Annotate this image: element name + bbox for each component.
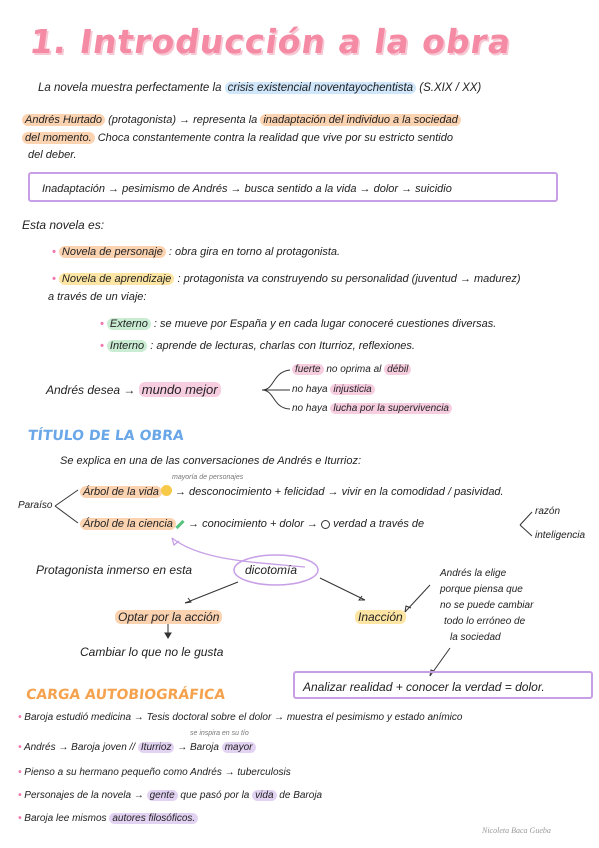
signature: Nicoleta Baca Gueba	[482, 826, 551, 835]
novela-aprendizaje-text-2: a través de un viaje:	[48, 291, 147, 303]
bullet-icon: •	[52, 246, 56, 258]
intro-highlight: crisis existencial noventayochentista	[225, 82, 416, 94]
novela-aprendizaje-item	[52, 273, 520, 285]
desea-opt1-hl: débil	[384, 364, 411, 375]
mayoria-note: mayoría de personajes	[172, 474, 244, 481]
andres-line-2	[22, 132, 453, 144]
desea-opt3-hl: lucha por la supervivencia	[330, 403, 452, 414]
carga-2-hl2: mayor	[222, 742, 256, 753]
carga-4-a: Personajes de la novela →	[24, 790, 144, 801]
pen-icon	[175, 519, 184, 528]
bullet-icon: •	[18, 767, 22, 778]
carga-2-hl: Iturrioz	[138, 742, 175, 753]
arbol-ciencia-text: → conocimiento + dolor →	[188, 518, 318, 530]
dicotomia-intro: Protagonista inmerso en esta	[36, 563, 193, 577]
carga-item-1	[18, 712, 462, 723]
interno-item	[100, 340, 415, 352]
razon-label: razón	[535, 506, 561, 517]
esta-novela-label: Esta novela es:	[22, 218, 105, 232]
dicotomia-circle: dicotomía	[245, 563, 298, 577]
bullet-icon: •	[52, 273, 56, 285]
desea-text: Andrés desea →	[46, 383, 136, 397]
novela-personaje-item	[52, 246, 340, 258]
bullet-icon: •	[100, 318, 104, 330]
carga-4-c: de Baroja	[279, 790, 323, 801]
desea-opt3-text: no haya	[292, 403, 328, 414]
carga-2-b: → Baroja	[177, 742, 219, 753]
desea-left	[46, 382, 221, 397]
intro-text: La novela muestra perfectamente la	[38, 82, 222, 94]
arbol-vida-row	[80, 485, 504, 498]
andres-text-2: Choca constantemente contra la realidad que vive por su estricto sentido	[97, 132, 453, 144]
mundo-mejor-highlight: mundo mejor	[139, 382, 221, 397]
inaccion-highlight: Inacción	[355, 610, 406, 624]
carga-4-hl2: vida	[252, 790, 276, 801]
desea-opt1-hl-a: fuerte	[292, 364, 324, 375]
carga-note: se inspira en su tío	[190, 730, 249, 737]
externo-text: : se mueve por España y en cada lugar conoceré cuestiones diversas.	[153, 318, 497, 330]
desea-opt2-hl: injusticia	[330, 384, 374, 395]
novela-personaje-label: Novela de personaje	[59, 246, 166, 258]
carga-item-2	[18, 742, 256, 753]
externo-item	[100, 318, 496, 330]
interno-text: : aprende de lecturas, charlas con Iturrioz, reflexiones.	[150, 340, 415, 352]
intro-line	[38, 82, 481, 94]
carga-1-a: Baroja	[24, 712, 54, 723]
inaccion-label	[355, 610, 406, 624]
novela-personaje-text: : obra gira en torno al protagonista.	[168, 246, 341, 258]
note-4: todo lo erróneo de	[444, 616, 526, 627]
arbol-ciencia-label: Árbol de la ciencia	[80, 518, 176, 530]
cambiar-label: Cambiar lo que no le gusta	[80, 645, 224, 659]
andres-line-1	[22, 114, 461, 126]
bullet-icon: •	[18, 712, 22, 723]
intro-date: (S.XIX / XX)	[419, 82, 482, 94]
carga-3-a: Pienso a su hermano pequeño como Andrés → tuberculosis	[24, 767, 291, 778]
carga-item-3	[18, 767, 291, 778]
emoji-face-icon	[161, 485, 172, 496]
desea-option-3	[292, 403, 452, 414]
desea-option-1	[292, 364, 411, 375]
arbol-ciencia-row	[80, 518, 424, 530]
carga-item-5	[18, 813, 198, 824]
carga-5-a: Baroja lee mismos	[24, 813, 107, 824]
arbol-ciencia-end: verdad a través de	[333, 518, 425, 530]
carga-4-b: que pasó por la	[180, 790, 250, 801]
andres-text: (protagonista) → representa la	[108, 114, 258, 126]
titulo-heading: TÍTULO DE LA OBRA	[27, 428, 185, 444]
paraiso-label: Paraíso	[18, 500, 53, 511]
andres-line-3: del deber.	[28, 149, 77, 161]
flow-box: Inadaptación → pesimismo de Andrés → busca sentido a la vida → dolor → suicidio	[28, 172, 558, 202]
bullet-icon: •	[18, 742, 22, 753]
desea-option-2	[292, 384, 375, 395]
carga-1-b: estudió medicina → Tesis doctoral sobre el dolor → muestra el pesimismo y estado anímico	[55, 712, 463, 723]
optar-label	[115, 610, 222, 624]
bullet-icon: •	[18, 813, 22, 824]
carga-5-hl: autores filosóficos.	[109, 813, 198, 824]
carga-item-4	[18, 790, 322, 801]
note-3: no se puede cambiar	[440, 600, 534, 611]
novela-aprendizaje-label: Novela de aprendizaje	[59, 273, 174, 285]
carga-4-hl: gente	[147, 790, 178, 801]
inteligencia-label: inteligencia	[535, 530, 586, 541]
andres-highlight-2: del momento.	[22, 132, 95, 144]
desea-opt1-text: no oprima al	[326, 364, 382, 375]
desea-opt2-text: no haya	[292, 384, 328, 395]
magnifier-icon	[321, 520, 330, 529]
note-1: Andrés la elige	[440, 568, 507, 579]
andres-highlight: inadaptación del individuo a la sociedad	[260, 114, 460, 126]
bullet-icon: •	[18, 790, 22, 801]
optar-highlight: Optar por la acción	[115, 610, 222, 624]
dolor-box: Analizar realidad + conocer la verdad = dolor.	[293, 671, 593, 699]
carga-heading: CARGA AUTOBIOGRÁFICA	[25, 687, 226, 703]
andres-name: Andrés Hurtado	[22, 114, 105, 126]
titulo-explanation: Se explica en una de las conversaciones de Andrés e Iturrioz:	[60, 455, 362, 467]
arbol-vida-end: vivir en la comodidad / pasividad.	[341, 486, 504, 498]
bullet-icon: •	[100, 340, 104, 352]
interno-label: Interno	[107, 340, 147, 352]
note-5: la sociedad	[450, 632, 501, 643]
novela-aprendizaje-text: : protagonista va construyendo su personalidad (juventud → madurez)	[177, 273, 521, 285]
arbol-vida-label: Árbol de la vida	[80, 486, 162, 498]
externo-label: Externo	[107, 318, 151, 330]
page-title: 1. Introducción a la obra	[27, 22, 515, 61]
arbol-vida-text: → desconocimiento + felicidad →	[174, 486, 339, 498]
note-2: porque piensa que	[440, 584, 523, 595]
carga-2-a: Andrés → Baroja joven //	[23, 742, 136, 753]
